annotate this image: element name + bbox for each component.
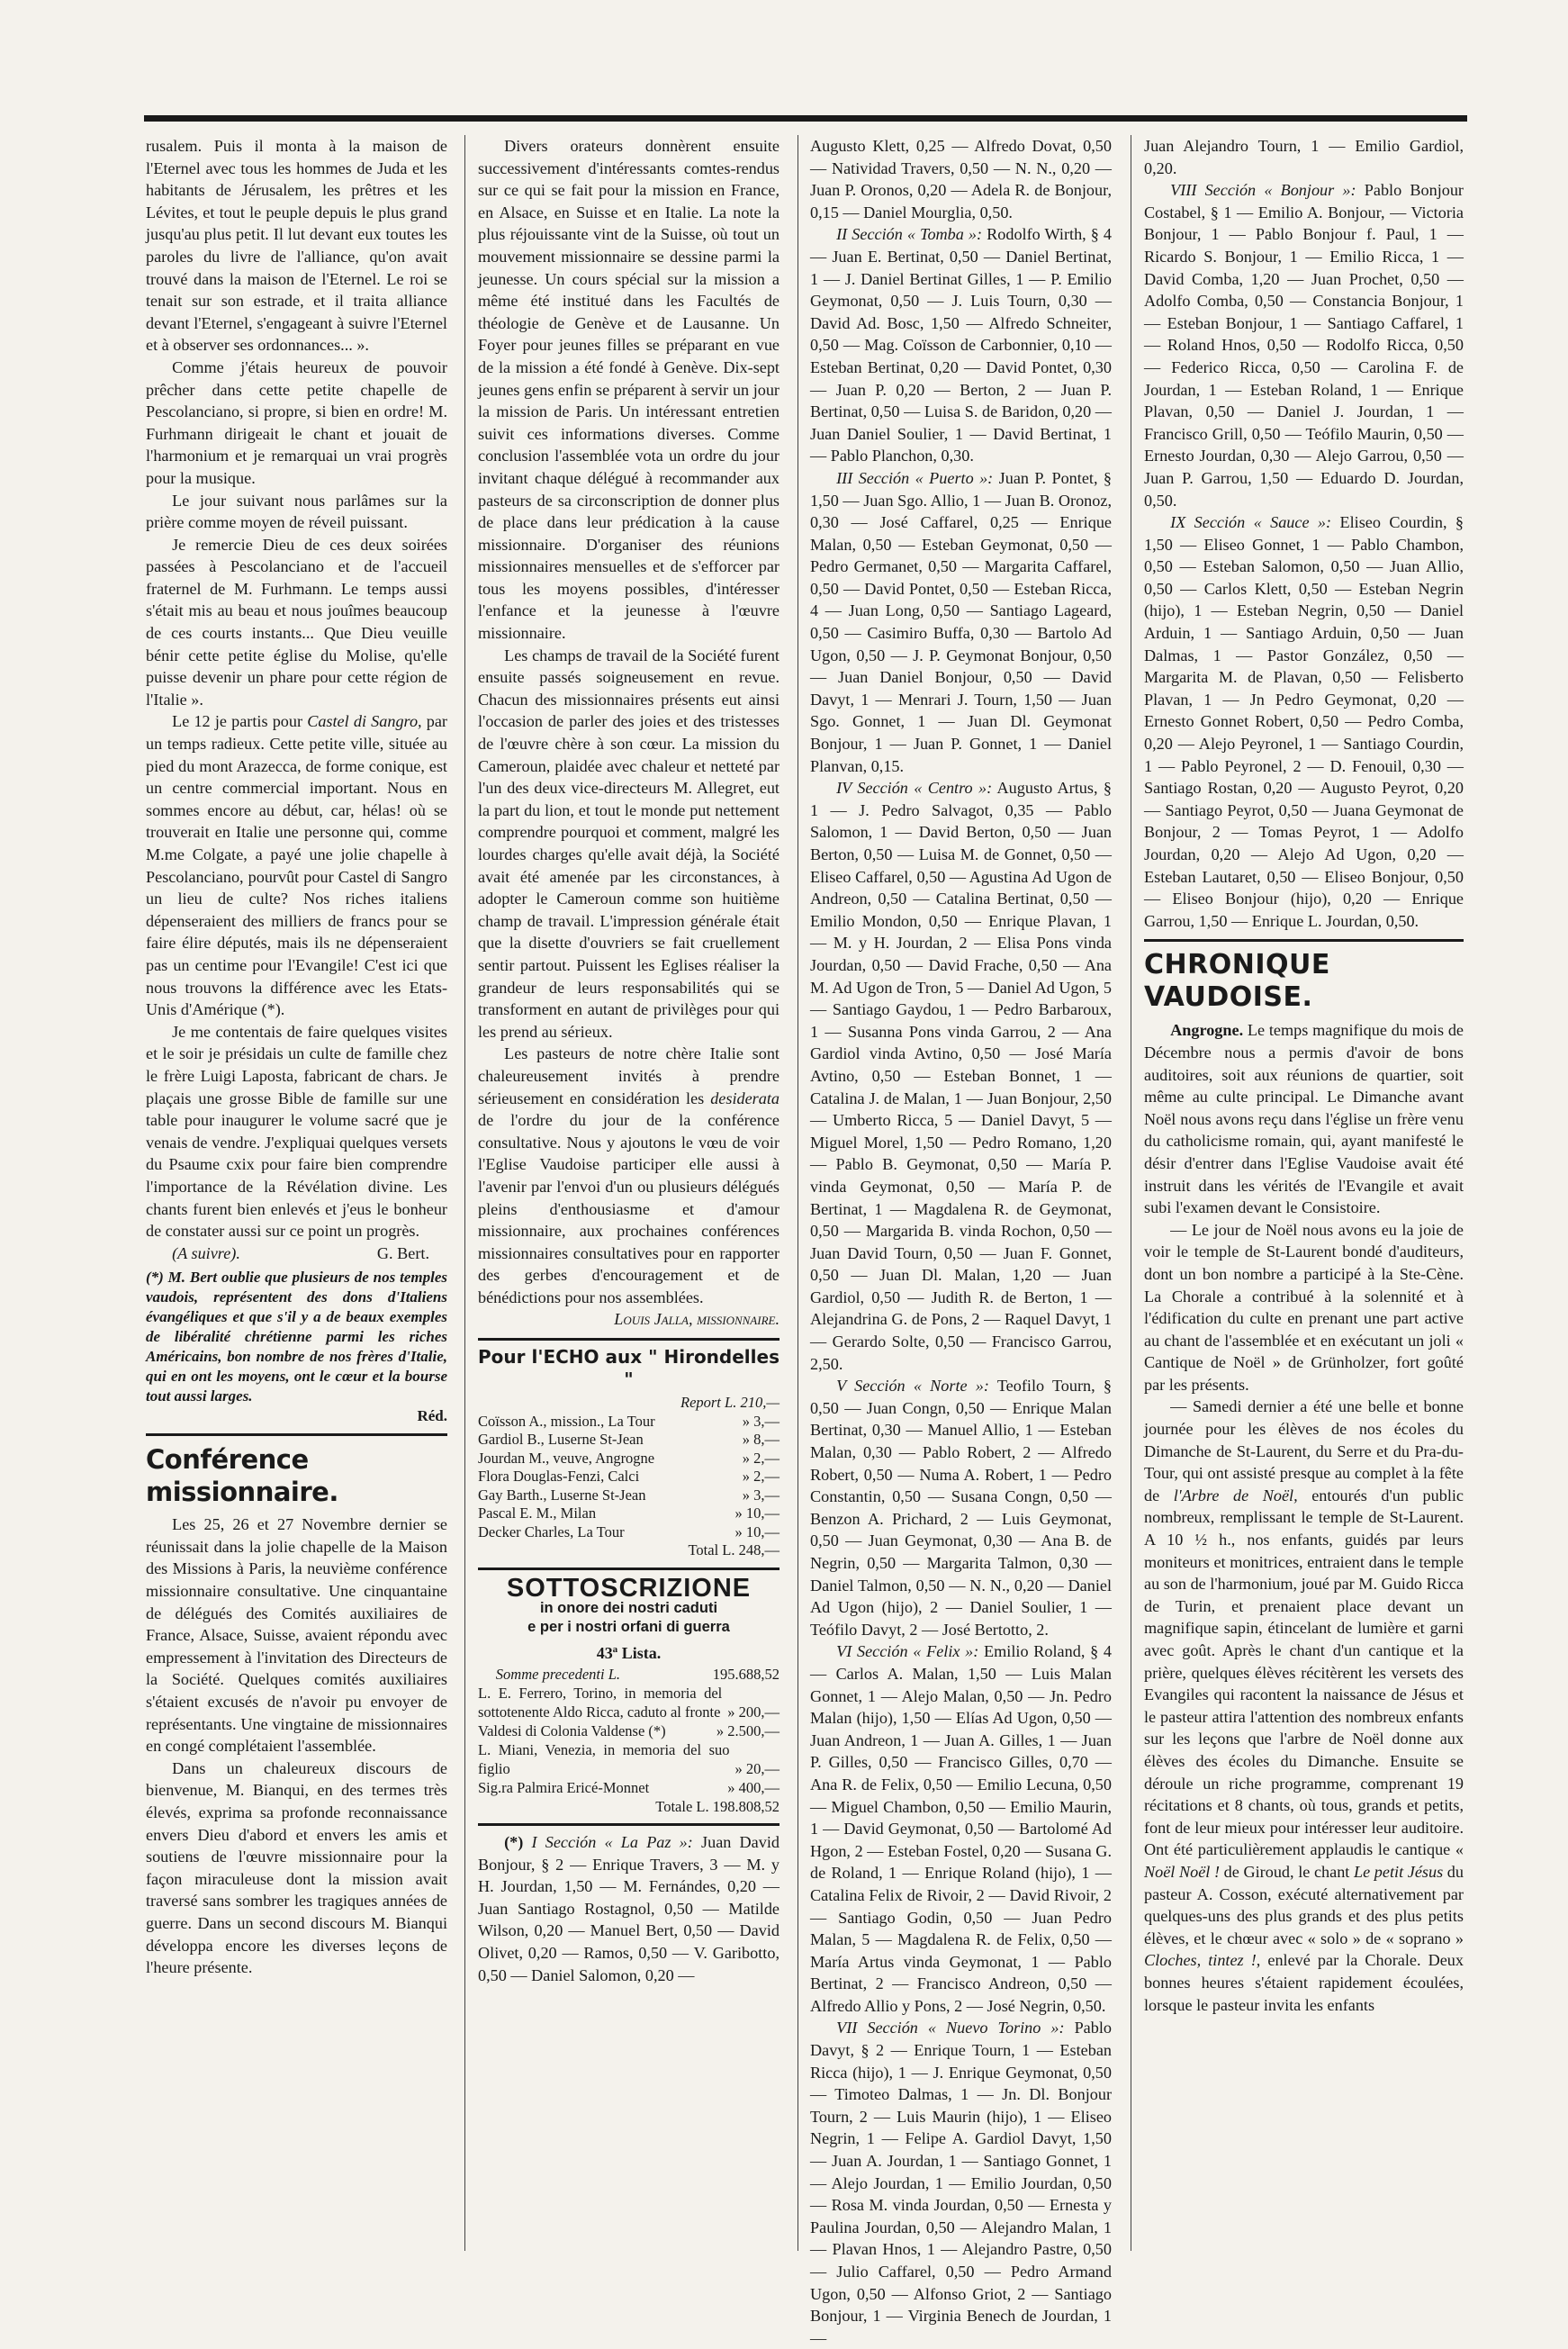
ledger-row <box>478 1778 779 1797</box>
section-list: V Sección « Norte »: Teofilo Tourn, § 0,50 — Juan Congn, 0,50 — Enrique Malan Bertinat, 0,30 — Manuel Allio, 1 — Esteban Malan, 0,30 — Pablo Robert, 2 — Alfredo Robert, 0,50 — Numa A. Robert, 1 — Pedro Constantin, 0,50 — Susana Congn, 0,50 — Benzon A. Prichard, 2 — Luis Geymonat, 0,50 — Juan Geymonat, 0,30 — Ana B. de Negrin, 0,50 — Margarita Talmon, 0,30 — Daniel Talmon, 0,50 — N. N., 0,20 — Daniel Ad Ugon (hijo), 2 — Daniel Soulier, 1 — Teófilo Davyt, 2 — José Bertotto, 2. <box>810 1377 1112 1639</box>
ledger-row-amount: » 8,— <box>742 1431 779 1449</box>
ledger-row-name: Coïsson A., mission., La Tour <box>478 1412 655 1430</box>
ledger-row-name: Sig.ra Palmira Ericé-Monnet <box>478 1778 650 1796</box>
ledger-row-name: Jourdan M., veuve, Angrogne <box>478 1449 655 1467</box>
ledger-report: Report L. 210,— <box>680 1394 779 1412</box>
paragraph: rusalem. Puis il monta à la maison de l'Eternel avec tous les hommes de Juda et les habitants de Jérusalem, les prêtres et les Lévites, et tout le peuple depuis le plus grand jusqu'au plus petit. Il lut devant eux toutes les paroles du livre de l'alliance, qu'on avait trouvé dans la maison de l'Eternel. Le roi se tenait sur son estrade, et il traita alliance devant l'Eternel, s'engageant à suivre l'Eternel et à observer ses ordonnances... ». <box>146 137 447 355</box>
paragraph: Les champs de travail de la Société furent ensuite passés soigneusement en revue. Chacun des missionnaires présents eut ainsi l'occasion de parler des joies et des tristesses de l'œuvre chère à son cœur. La mission du Cameroun, plaidée avec chaleur et netteté par l'un des deux vice-directeurs M. Allegret, eut la part du lion, et tout le monde put nettement comprendre pourquoi et comment, malgré les lourdes charges qu'elle avait déjà, la Société avait été amenée par les circonstances, à adopter le Cameroun comme son huitième champ de travail. L'impression générale était que la disette d'ouvriers se fait cruellement sentir partout. Puissent les Eglises réaliser la grandeur de leurs responsabilités qui se transforment en autant de privilèges pour qui les prend au sérieux. <box>478 646 779 1041</box>
column-2 <box>478 135 779 2260</box>
ledger-row-name: Pascal E. M., Milan <box>478 1504 597 1522</box>
top-rule <box>144 115 1467 122</box>
paragraph: Les pasteurs de notre chère Italie sont chaleureusement invités à prendre sérieusement en considération les desiderata de l'ordre du jour de la conférence consultative. Nous y ajoutons le vœu de voir l'Eglise Vaudoise participer elle aussi à l'avenir par l'envoi d'un ou plusieurs délégués pleins d'enthousiasme et d'amour missionnaire, aux prochaines conférences missionnaires consultatives pour en rapporter des gerbes d'encouragement et de bénédictions pour nos assemblées. <box>478 1044 779 1306</box>
ledger-rows <box>478 1413 779 1542</box>
ledger-row-amount: » 2.500,— <box>716 1721 779 1739</box>
ledger-row-amount: » 3,— <box>742 1412 779 1430</box>
ledger-row-amount: » 10,— <box>734 1504 779 1522</box>
article-signature: (A suivre). G. Bert. <box>172 1243 429 1262</box>
paragraph: Les 25, 26 et 27 Novembre dernier se réunissait dans la jolie chapelle de la Maison des Missions à Paris, la neuvième conférence missionnaire consultative. Une cinquantaine de délégués des Comités auxiliaires de France, Alsace, Suisse, avaient répondu avec empressement à l'invitation des Directeurs de la Société. Quelques comités auxiliaires s'étaient excusés de n'avoir pu envoyer de représentants. Une vingtaine de missionnaires en congé complétaient l'assemblée. <box>146 1515 447 1756</box>
ledger-row <box>478 1684 779 1721</box>
ledger-row-name: L. E. Ferrero, Torino, in memoria del sottotenente Aldo Ricca, caduto al fronte <box>478 1684 723 1721</box>
paragraph: Le 12 je partis pour Castel di Sangro, par un temps radieux. Cette petite ville, située au pied du mont Arazecca, de forme conique, est un centre commercial important. Nous en sommes encore au début, car, hélas! où se trouverait en Italie une personne qui, comme M.me Colgate, a payé une jolie chapelle à Pescolanciano, pourvût pour Castel di Sangro un lieu de culte? Nos riches italiens dépenseraient des milliers de francs pour se faire élire députés, mais ils ne dépenseraient pas un centime pour l'Evangile! C'est ici que nous trouvons la différence avec les Etats-Unis d'Amérique (*). <box>146 712 447 1019</box>
ledger-row <box>478 1431 779 1450</box>
ledger-total: Total L. 248,— <box>688 1541 779 1559</box>
sottoscrizione-heading: SOTTOSCRIZIONE <box>506 1573 752 1603</box>
section-rule <box>478 1568 779 1570</box>
section-list: III Sección « Puerto »: Juan P. Pontet, § 1,50 — Juan Sgo. Allio, 1 — Juan B. Oronoz, 0,30 — José Caffarel, 0,25 — Enrique Malan, 0,50 — Esteban Geymonat, 0,50 — Pedro Germanet, 0,50 — Margarita Caffarel, 0,50 — David Pontet, 0,50 — Esteban Ricca, 4 — Juan Long, 0,50 — Santiago Lageard, 0,50 — Casimiro Buffa, 0,30 — Bartolo Ad Ugon, 0,50 — J. P. Geymonat Bonjour, 0,50 — Juan Daniel Bonjour, 0,50 — David Davyt, 1 — Menrari J. Tourn, 1,50 — Juan Sgo. Gonnet, 1 — Juan Dl. Geymonat Bonjour, 1 — Juan P. Gonnet, 1 — Daniel Planvan, 0,15. <box>810 468 1112 775</box>
ledger-row-name: Flora Douglas-Fenzi, Calci <box>478 1468 640 1486</box>
ledger-row <box>478 1450 779 1468</box>
editor-note: (*) M. Bert oublie que plusieurs de nos temples vaudois, représentent des dons d'Italiens évangéliques et que s'il y a de beaux exemples de libéralité chrétienne parmi les riches Américains, bon nombre de nos frères d'Italie, qui en ont les moyens, ont le cœur et la bourse tout aussi larges. Réd. <box>146 1269 447 1425</box>
ledger-row-name: Decker Charles, La Tour <box>478 1522 625 1540</box>
paragraph: Le jour suivant nous parlâmes sur la prière comme moyen de réveil puissant. <box>146 491 447 532</box>
sottoscrizione-subtitle: e per i nostri orfani di guerra <box>527 1619 730 1636</box>
section-rule <box>146 1433 447 1436</box>
column-3 <box>810 135 1112 2347</box>
section-list: VI Sección « Felix »: Emilio Roland, § 4 — Carlos A. Malan, 1,50 — Luis Malan Gonnet, 1 — Alejo Malan, 0,50 — Jn. Pedro Malan (hijo), 1,50 — Elías Ad Ugon, 0,50 — Juan Andreon, 1 — Juan A. Gilles, 1 — Juan P. Gilles, 0,50 — Francisco Gilles, 0,70 — Ana R. de Felix, 0,50 — Emilio Lecuna, 0,50 — Miguel Chambon, 0,50 — Emilio Maurin, 1 — David Geymonat, 0,50 — Bartolomé Ad Hgon, 2 — Esteban Fostel, 0,20 — Susana G. de Roland, 1 — Enrique Roland (hijo), 1 — Catalina Felix de Rivoir, 2 — David Rivoir, 2 — Santiago Godin, 0,50 — Juan Pedro Malan, 5 — Magdalena R. de Felix, 0,50 — María Artus vinda Geymonat, 1 — Pablo Bertinat, 2 — Francisco Andreon, 0,50 — Alfredo Allio y Pons, 2 — José Negrin, 0,50. <box>810 1642 1112 2015</box>
paragraph: Comme j'étais heureux de pouvoir prêcher dans cette petite chapelle de Pescolanciano, si propre, si bien en ordre! M. Furhmann dirigeait le chant et jouait de l'harmonium et je remarquai un vrai progrès pour la musique. <box>146 357 447 487</box>
sottoscrizione-list <box>478 1665 779 1816</box>
ledger-row-name: Gardiol B., Luserne St-Jean <box>478 1431 644 1449</box>
ledger-row <box>478 1721 779 1740</box>
ledger-row <box>478 1468 779 1486</box>
paragraph: Je me contentais de faire quelques visites et le soir je présidais un culte de famille chez le frère Luigi Laposta, fabricant de chars. Je plaçais une grosse Bible de famille sur une table pour inaugurer le volume sacré que je venais de vendre. J'expliquai quelques versets du Psaume cxix pour faire bien comprendre l'importance de la Révélation divine. Les chants furent bien enlevés et j'eus le bonheur de constater aussi sur ce point un progrès. <box>146 1022 447 1241</box>
ledger-row-name: L. Miani, Venezia, in memoria del suo figlio <box>478 1740 730 1777</box>
echo-heading: Pour l'ECHO aux " Hirondelles " <box>478 1346 779 1390</box>
paragraph: Je remercie Dieu de ces deux soirées passées à Pescolanciano et de l'accueil fraternel de M. Furhmann. Le temps aussi s'était mis au beau et nous jouîmes beaucoup de ces courts instants... Que Dieu veuille bénir cette petite église du Molise, qu'elle puisse devenir un phare pour cette région de l'Italie ». <box>146 535 447 709</box>
ledger-row-amount: » 20,— <box>734 1759 779 1777</box>
paragraph: — Samedi dernier a été une belle et bonne journée pour les élèves de nos écoles du Dimanche de St-Laurent, du Serre et du Pra-du-Tour, qui ont assisté presque au complet à la fête de l'Arbre de Noël, entourés d'un public nombreux, remplissant le temple de St-Laurent. A 10 ½ h., nos enfants, guidés par leurs moniteurs et monitrices, entraient dans le temple au son de l'harmonium, joué par M. Guido Ricca de Turin, et prenaient place devant un magnifique sapin, étincelant de lumière et garni avec goût. Après le chant d'un cantique et la prière, quelques élèves récitèrent les versets des Evangiles qui racontent la naissance de Jésus et le pasteur attira l'attention des nombreux enfants sur les leçons que l'arbre de Noël donne aux élèves des écoles du Dimanche. Ensuite se déroule un riche programme, comprenant 19 récitations et 8 chants, où tous, grands et petits, font de leur mieux pour intéresser leur auditoire. Ont été particulièrement applaudis le cantique « Noël Noël ! de Giroud, le chant Le petit Jésus du pasteur A. Cosson, exécuté alternativement par quelques-uns des plus grands et des plus petits élèves, et le chœur avec « solo » de « soprano » Cloches, tintez !, enlevé par la Chorale. Deux bonnes heures s'étaient rapidement écoulées, lorsque le pasteur invita les enfants <box>1144 1397 1464 2014</box>
conference-heading: Conférence missionnaire. <box>146 1444 338 1508</box>
ledger-row <box>478 1504 779 1523</box>
paragraph: Divers orateurs donnèrent ensuite successivement d'intéressants comtes-rendus sur ce qui se fait pour la mission en France, en Alsace, en Suisse et en Italie. La note la plus réjouissante vint de la Suisse, où tout un mouvement missionnaire se dessine parmi la jeunesse. Un cours spécial sur la mission a même été institué dans les Facultés de théologie de Genève et de Lausanne. Un Foyer pour jeunes filles se préparant en vue de la mission a été fondé à Genève. Dix-sept jeunes gens enfin se préparent à servir un jour la mission de Paris. Un intéressant entretien suivit ces informations diverses. Comme conclusion l'assemblée vota un ordre du jour invitant chaque délégué à recommander aux pasteurs de sa circonscription de donner plus de place dans leur prédication à la cause missionnaire. D'organiser des réunions missionnaires mensuelles et de s'efforcer par tous les moyens possibles, d'intéresser l'enfance et la jeunesse à l'œuvre missionnaire. <box>478 137 779 643</box>
section-rule <box>1144 939 1464 942</box>
section-list: VII Sección « Nuevo Torino »: Pablo Davyt, § 2 — Enrique Tourn, 1 — Esteban Ricca (hijo), 1 — J. Enrique Geymonat, 0,50 — Timoteo Dalmas, 1 — Jn. Dl. Bonjour Tourn, 2 — Luis Maurin (hijo), 1 — Eliseo Negrin, 1 — Felipe A. Gardiol Davyt, 1,50 — Juan A. Jourdan, 1 — Santiago Gonnet, 1 — Alejo Jourdan, 1 — Emilio Jourdan, 0,50 — Rosa M. vinda Jourdan, 0,50 — Ernesta y Paulina Jourdan, 0,50 — Alejandro Malan, 1 — Plavan Hnos, 1 — Alejandro Pastre, 0,50 — Julio Caffarel, 0,50 — Pedro Armand Ugon, 0,50 — Alfonso Griot, 2 — Santiago Bonjour, 1 — Virginia Benech de Jourdan, 1 — <box>810 2019 1112 2347</box>
column-divider <box>464 135 465 2251</box>
ledger-row <box>478 1486 779 1505</box>
paragraph: — Le jour de Noël nous avons eu la joie de voir le temple de St-Laurent bondé d'auditeurs, dont un bon nombre a participé à la Ste-Cène. La Chorale a contribué à la solennité et à l'édification du culte en prenant une part active au chant de l'assemblée et en exécutant un joli « Cantique de Noël » de Grünholzer, fort goûté par les présents. <box>1144 1220 1464 1394</box>
ledger-row <box>478 1740 779 1778</box>
column-1 <box>146 135 447 2260</box>
paragraph: Augusto Klett, 0,25 — Alfredo Dovat, 0,50 — Natividad Travers, 0,50 — N. N., 0,20 — Juan P. Oronos, 0,20 — Adela R. de Bonjour, 0,15 — Daniel Mourglia, 0,50. <box>810 137 1112 221</box>
section-list: II Sección « Tomba »: Rodolfo Wirth, § 4 — Juan E. Bertinat, 0,50 — Daniel Bertinat, 1 — J. Daniel Bertinat Gilles, 1 — P. Emilio Geymonat, 0,50 — J. Luis Tourn, 0,30 — David Ad. Bosc, 1,50 — Alfredo Schneiter, 0,50 — Mag. Coïsson de Carbonnier, 0,10 — Esteban Bertinat, 0,20 — David Pontet, 0,30 — Juan P. 0,20 — Berton, 2 — Juan P. Bertinat, 0,50 — Luisa S. de Baridon, 0,20 — Juan Daniel Soulier, 1 — David Bertinat, 1 — Pablo Planchon, 0,30. <box>810 225 1112 465</box>
column-4 <box>1144 135 1464 2260</box>
ledger-row <box>478 1523 779 1542</box>
paragraph: Dans un chaleureux discours de bienvenue, M. Bianqui, en des termes très élevés, exprima sa profonde reconnaissance envers Dieu d'abord et envers les amis et soutiens de l'œuvre missionnaire pour la façon miraculeuse dont la mission avait traversé sans sombrer les tragiques années de guerre. Dans un second discours M. Bianqui développa encore les diverses leçons de l'heure présente. <box>146 1758 447 1977</box>
section-list: IX Sección « Sauce »: Eliseo Courdin, § 1,50 — Eliseo Gonnet, 1 — Pablo Chambon, 0,50 — Esteban Salomon, 0,50 — Juan Allio, 0,50 — Carlos Klett, 0,50 — Esteban Negrin (hijo), 1 — Esteban Negrin, 0,50 — Daniel Arduin, 1 — Santiago Arduin, 0,50 — Juan Dalmas, 1 — Pastor González, 0,50 — Margarita M. de Plavan, 0,50 — Felisberto Plavan, 1 — Jn Pedro Geymonat, 0,20 — Ernesto Gonnet Robert, 0,50 — Pedro Comba, 0,20 — Alejo Peyronel, 1 — Santiago Courdin, 1 — Pablo Peyronel, 2 — D. Fenouil, 0,30 — Santiago Rostan, 0,20 — Augusto Peyrot, 0,20 — Santiago Peyrot, 0,50 — Juana Geymonat de Bonjour, 2 — Tomas Peyrot, 1 — Adolfo Jourdan, 0,20 — Alejo Ad Ugon, 0,20 — Esteban Lautaret, 0,50 — Eliseo Bonjour, 0,50 — Eliseo Bonjour (hijo), 0,20 — Enrique Garrou, 1,50 — Enrique L. Jourdan, 0,50. <box>1144 513 1464 930</box>
ledger-row-amount: » 3,— <box>742 1486 779 1504</box>
chronique-heading: CHRONIQUE VAUDOISE. <box>1144 949 1330 1014</box>
ledger-row <box>478 1413 779 1432</box>
ledger-row-amount: » 2,— <box>742 1468 779 1486</box>
sottoscrizione-total: Totale L. 198.808,52 <box>655 1797 779 1815</box>
echo-ledger <box>478 1394 779 1560</box>
section-list: IV Sección « Centro »: Augusto Artus, § 1 — J. Pedro Salvagot, 0,35 — Pablo Salomon, 1 — David Berton, 0,50 — Juan Berton, 0,50 — Luisa M. de Gonnet, 0,50 — Eliseo Caffarel, 0,50 — Agustina Ad Ugon de Andreon, 0,50 — Catalina Bertinat, 0,50 — Emilio Mondon, 0,50 — Enrique Plavan, 1 — M. y H. Jourdan, 2 — Elisa Pons vinda Jourdan, 0,50 — David Frache, 0,50 — Ana M. Ad Ugon de Tron, 5 — Daniel Ad Ugon, 5 — Santiago Gaydou, 1 — Pedro Barbaroux, 1 — Susanna Pons vinda Garrou, 2 — Ana Gardiol vinda Avtino, 0,50 — José María Avtino, 0,50 — Esteban Bonnet, 1 — Catalina J. de Malan, 1 — Juan Bonjour, 2,50 — Umberto Ricca, 5 — Daniel Davyt, 5 — Miguel Morel, 1,50 — Pedro Romano, 1,20 — Pablo B. Geymonat, 0,50 — María P. vinda Geymonat, 0,50 — María P. de Bertinat, 1 — Magdalena R. de Geymonat, 0,50 — Margarida B. vinda Rochon, 0,50 — Juan David Tourn, 0,50 — Juan F. Gonnet, 0,50 — Juan Dl. Malan, 1,20 — Juan Gardiol, 0,50 — Judith R. de Berton, 1 — Alejandrina G. de Pons, 2 — Raquel Davyt, 1 — Gerardo Solte, 0,50 — Francisco Garrou, 2,50. <box>810 779 1112 1373</box>
ledger-row-amount: » 10,— <box>734 1522 779 1540</box>
somme-precedenti: Somme precedenti L. 195.688,52 <box>495 1665 779 1683</box>
ledger-row-amount: » 2,— <box>742 1449 779 1467</box>
section-rule <box>478 1338 779 1341</box>
section-list: (*) I Sección « La Paz »: Juan David Bonjour, § 2 — Enrique Travers, 3 — M. y H. Jourdan, 1,50 — M. Fernándes, 0,20 — Juan Santiago Rostagnol, 0,50 — Matilde Wilson, 0,20 — Manuel Bert, 0,50 — David Olivet, 0,20 — Ramos, 0,50 — V. Garibotto, 0,50 — Daniel Salomon, 0,20 — <box>478 1832 779 1984</box>
paragraph: Juan Alejandro Tourn, 1 — Emilio Gardiol, 0,20. <box>1144 137 1464 177</box>
ledger-row-amount: » 200,— <box>727 1703 779 1721</box>
ledger-row-amount: » 400,— <box>727 1778 779 1796</box>
sottoscrizione-subtitle: in onore dei nostri caduti <box>539 1600 718 1617</box>
lista-number: 43ª Lista. <box>596 1644 662 1663</box>
ledger-row-name: Gay Barth., Luserne St-Jean <box>478 1486 646 1504</box>
section-rule <box>478 1823 779 1826</box>
ledger-row-name: Valdesi di Colonia Valdense (*) <box>478 1721 666 1739</box>
sottoscrizione-rows <box>478 1684 779 1797</box>
section-list: VIII Sección « Bonjour »: Pablo Bonjour Costabel, § 1 — Emilio A. Bonjour, — Victoria Bonjour, 1 — Pablo Bonjour f. Paul, 1 — Ricardo S. Bonjour, 1 — Emilio Ricca, 1 — David Comba, 1,20 — Juan Prochet, 0,50 — Adolfo Comba, 0,50 — Constancia Bonjour, 1 — Esteban Bonjour, 1 — Santiago Caffarel, 1 — Roland Hnos, 0,50 — Rodolfo Ricca, 0,50 — Federico Ricca, 0,50 — Carolina F. de Jourdan, 1 — Esteban Roland, 1 — Enrique Plavan, 0,50 — Daniel J. Jourdan, 1 — Francisco Grill, 0,50 — Teófilo Maurin, 0,50 — Ernesto Jourdan, 0,30 — Alejo Garrou, 0,50 — Juan P. Garrou, 1,50 — Eduardo D. Jourdan, 0,50. <box>1144 181 1464 510</box>
paragraph: Angrogne. Le temps magnifique du mois de Décembre nous a permis d'avoir de bons auditoires, soit aux réunions de quartier, soit même au culte principal. Le Dimanche avant Noël nous avons reçu dans l'église un frère venu du catholicisme romain, qui, ayant manifesté le désir d'entrer dans l'Eglise Vaudoise avait été instruit dans les vérités de l'Evangile et avait subi l'examen devant le Consistoire. <box>1144 1021 1464 1217</box>
article-signature: Louis Jalla, missionnaire. <box>614 1310 779 1329</box>
